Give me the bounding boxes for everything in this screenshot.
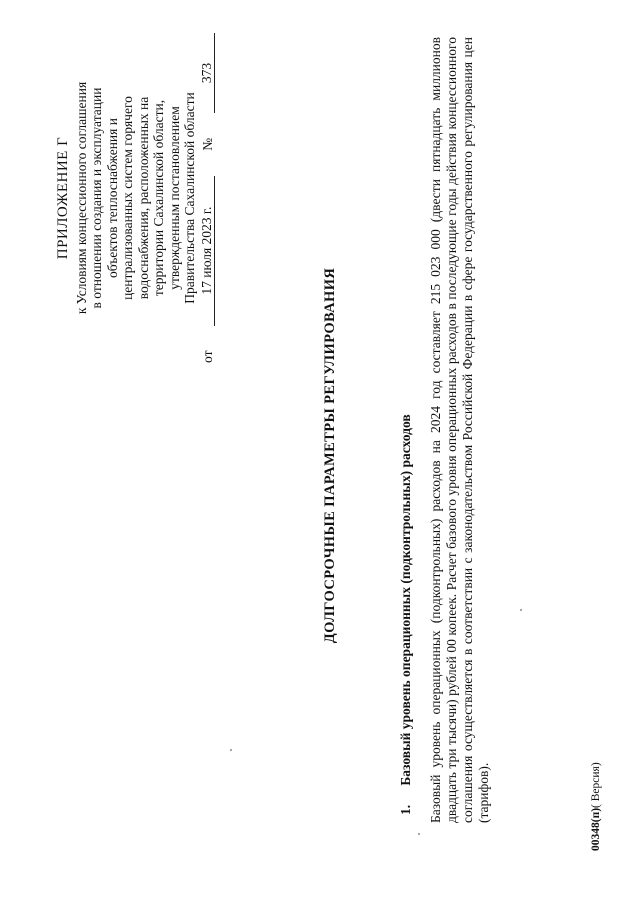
document-version: ( Версия): [590, 762, 602, 808]
appendix-line: централизованных систем горячего: [120, 96, 135, 300]
appendix-line: Правительства Сахалинской области: [182, 92, 197, 304]
approval-signature-row: [199, 33, 216, 363]
number-label: №: [199, 137, 215, 151]
appendix-title: ПРИЛОЖЕНИЕ Г: [55, 136, 71, 260]
document-footer: [590, 762, 602, 851]
section-number: 1.: [398, 804, 413, 815]
appendix-line: водоснабжения, расположенных на: [135, 96, 151, 300]
document-title: ДОЛГОСРОЧНЫЕ ПАРАМЕТРЫ РЕГУЛИРОВАНИЯ: [322, 267, 338, 644]
appendix-line: в отношении создания и эксплуатации: [89, 87, 104, 309]
approval-number: 373: [199, 33, 216, 113]
section-heading-text: Базовый уровень операционных (подконтрольных) расходов: [398, 414, 413, 786]
appendix-line: объектов теплоснабжения и: [104, 118, 120, 278]
scan-speck: [418, 833, 420, 835]
appendix-line: территории Сахалинской области,: [151, 99, 166, 297]
approval-date: 17 июля 2023 г.: [199, 176, 216, 326]
from-label: от: [199, 350, 215, 363]
document-code: 00348(п): [590, 807, 602, 851]
appendix-header: [56, 33, 215, 363]
section-heading: [398, 414, 414, 815]
scan-speck: [230, 749, 232, 751]
appendix-line: к Условиям концессионного соглашения: [73, 81, 89, 315]
section-paragraph: Базовый уровень операционных (подконтрольных) расходов на 2024 год составляет 215 023 000 (двести пятнадцать миллионов двадцать три тысячи) рублей 00 копеек. Расчет базового уровня операционных расходов в последующие годы действия концессионного соглашения осуществляется в соответствии с законодательством Российской Федерации в сфере государственного регулирования цен (тарифов).: [428, 37, 491, 823]
appendix-line: утвержденным постановлением: [166, 106, 182, 290]
scan-speck: [520, 609, 522, 611]
